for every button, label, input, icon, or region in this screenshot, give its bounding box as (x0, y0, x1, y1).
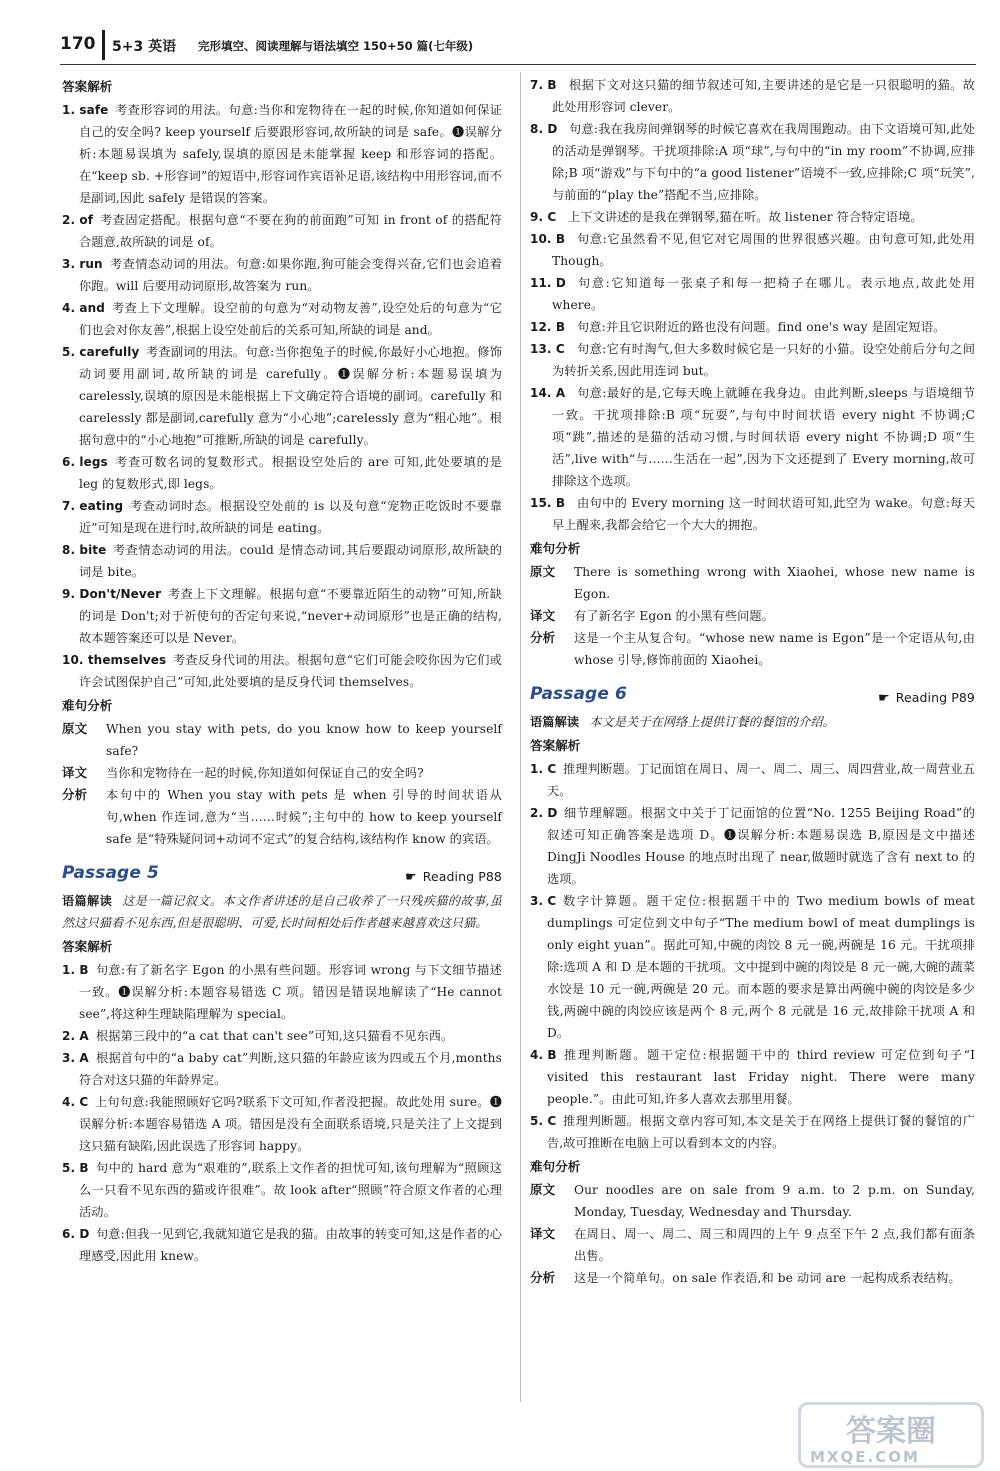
answer-number: 3. run (62, 257, 103, 271)
answer-item (62, 1025, 502, 1047)
answer-item (530, 492, 975, 536)
answer-text: 根据第三段中的“a cat that can't see”可知,这只猫看不见东西。 (96, 1029, 454, 1043)
answer-text: 考查动词时态。根据设空处前的 is 以及句意“宠物正吃饭时不要靠近”可知是现在进行时,故所缺的词是 eating。 (79, 499, 502, 535)
analysis-label: 原文 (530, 1182, 556, 1197)
answer-number: 2. of (62, 213, 94, 227)
analysis-text: There is something wrong with Xiaohei, whose new name is Egon. (574, 565, 975, 601)
answer-text: 考查可数名词的复数形式。根据设空处后的 are 可知,此处要填的是 leg 的复数形式,即 legs。 (79, 455, 502, 491)
answer-item (62, 583, 502, 649)
answer-text: 考查情态动词的用法。句意:如果你跑,狗可能会变得兴奋,它们也会追着你跑。will 后要用动词原形,故答案为 run。 (79, 257, 502, 293)
column-divider (520, 72, 521, 1402)
answer-number: 8. D (530, 122, 558, 136)
answer-item (530, 228, 975, 272)
analysis-block (62, 718, 502, 850)
answer-number: 1. C (530, 762, 557, 776)
passage-heading (530, 681, 975, 711)
reading-ref-label: Reading P88 (422, 869, 502, 884)
analysis-label: 译文 (530, 608, 556, 623)
section-heading: 答案解析 (62, 939, 113, 954)
answer-text: 推理判断题。根据文章内容可知,本文是关于在网络上提供订餐的餐馆的广告,故可推断在电脑上可以看到本文的内容。 (547, 1114, 975, 1150)
analysis-text: 有了新名字 Egon 的小黑有些问题。 (574, 609, 774, 623)
answer-number: 2. D (530, 806, 558, 820)
answer-number: 4. C (62, 1095, 89, 1109)
header-divider (102, 30, 105, 60)
answer-item (62, 1091, 502, 1157)
answer-item (62, 341, 502, 451)
analysis-row (530, 605, 975, 627)
answer-text: 细节理解题。根据文中关于丁记面馆的位置“No. 1255 Beijing Road”的叙述可知正确答案是选项 D。❶误解分析:本题易误选 B,原因是文中描述 DingJi Noodles House 的地点时出现了 near,做题时就选了含有 next to 的选项。 (547, 806, 975, 886)
answer-text: 句中的 hard 意为“艰难的”,联系上文作者的担忧可知,该句理解为“照顾这么一只看不见东西的猫或许很难”。故 look after“照顾”符合原文作者的心理活动。 (79, 1161, 502, 1219)
answer-item (62, 451, 502, 495)
answer-number: 3. A (62, 1051, 89, 1065)
answer-number: 5. B (62, 1161, 89, 1175)
analysis-row (530, 627, 975, 671)
answer-item (62, 495, 502, 539)
analysis-block (530, 1179, 975, 1289)
analysis-text: When you stay with pets, do you know how to keep yourself safe? (106, 722, 502, 758)
answer-item (62, 253, 502, 297)
answer-list (62, 959, 502, 1267)
answer-list (62, 99, 502, 693)
answer-text: 推理判断题。题干定位:根据题干中的 third review 可定位到句子“I visited this restaurant last Friday night. There were many people.”。由此可知,许多人喜欢去那里用餐。 (547, 1048, 975, 1106)
analysis-text: 在周日、周一、周二、周三和周四的上午 9 点至下午 2 点,我们都有面条出售。 (574, 1227, 975, 1263)
answer-text: 句意:但我一见到它,我就知道它是我的猫。由故事的转变可知,这是作者的心理感受,因此用 knew。 (79, 1227, 502, 1263)
answer-text: 句意:有了新名字 Egon 的小黑有些问题。形容词 wrong 与下文细节描述一致。❶误解分析:本题容易错选 C 项。错因是错误地解读了“He cannot see”,将这种生理缺陷理解为 special。 (79, 963, 502, 1021)
answer-text: 句意:它有时淘气,但大多数时候它是一只好的小猫。设空处前后分句之间为转折关系,因此用连词 but。 (552, 342, 975, 378)
answer-item (530, 758, 975, 802)
answer-item (530, 74, 975, 118)
analysis-label: 分析 (530, 1270, 556, 1285)
answer-item (530, 272, 975, 316)
answer-item (530, 1044, 975, 1110)
answer-text: 句意:并且它识附近的路也没有问题。find one's way 是固定短语。 (577, 320, 946, 334)
analysis-label: 译文 (530, 1226, 556, 1241)
answer-item (62, 539, 502, 583)
answer-item (62, 1157, 502, 1223)
answer-text: 上下文讲述的是我在弹钢琴,猫在听。故 listener 符合特定语境。 (568, 210, 923, 224)
answer-number: 13. C (530, 342, 565, 356)
passage-intro (62, 890, 502, 934)
answer-text: 句意:它虽然看不见,但它对它周围的世界很感兴趣。由句意可知,此处用 Though。 (552, 232, 975, 268)
answer-text: 考查固定搭配。根据句意“不要在狗的前面跑”可知 in front of 的搭配符合题意,故所缺的词是 of。 (79, 213, 502, 249)
page-header (0, 0, 1000, 70)
analysis-row (530, 561, 975, 605)
book-title: 完形填空、阅读理解与语法填空 150+50 篇(七年级) (198, 39, 474, 53)
answer-text: 考查反身代词的用法。根据句意“它们可能会咬你因为它们或许会试图保护自己”可知,此处要填的是反身代词 themselves。 (79, 653, 502, 689)
answer-item (530, 802, 975, 890)
analysis-label: 原文 (530, 564, 556, 579)
answer-number: 1. B (62, 963, 89, 977)
answer-number: 8. bite (62, 543, 107, 557)
passage-title: Passage 6 (530, 684, 627, 704)
brand-logo: 5+3 英语 (112, 39, 177, 55)
section-heading: 答案解析 (530, 738, 581, 753)
analysis-row (530, 1223, 975, 1267)
intro-text: 这是一篇记叙文。本文作者讲述的是自己收养了一只残疾猫的故事,虽然这只猫看不见东西,但是很聪明、可爱,长时间相处后作者越来越喜欢这只猫。 (62, 894, 502, 930)
section-heading: 难句分析 (62, 698, 113, 713)
analysis-text: Our noodles are on sale from 9 a.m. to 2 p.m. on Sunday, Monday, Tuesday, Wednesday and Thursday. (574, 1183, 975, 1219)
answer-list (530, 758, 975, 1154)
answer-item (62, 1223, 502, 1267)
answer-number: 6. legs (62, 455, 108, 469)
analysis-row (530, 1179, 975, 1223)
analysis-row (62, 718, 502, 762)
intro-text: 本文是关于在网络上提供订餐的餐馆的介绍。 (589, 715, 835, 729)
answer-item (62, 99, 502, 209)
section-heading: 难句分析 (530, 1159, 581, 1174)
answer-text: 由句中的 Every morning 这一时间状语可知,此空为 wake。句意:每天早上醒来,我都会给它一个大大的拥抱。 (552, 496, 975, 532)
answer-text: 根据下文对这只猫的细节叙述可知,主要讲述的是它是一只很聪明的猫。故此处用形容词 clever。 (552, 78, 975, 114)
answer-text: 考查情态动词的用法。could 是情态动词,其后要跟动词原形,故所缺的词是 bite。 (79, 543, 502, 579)
answer-number: 4. and (62, 301, 105, 315)
watermark-url: MXQE.COM (810, 1448, 920, 1466)
analysis-label: 译文 (62, 765, 88, 780)
analysis-text: 当你和宠物待在一起的时候,你知道如何保证自己的安全吗? (106, 766, 424, 780)
answer-text: 考查上下文理解。根据句意“不要靠近陌生的动物”可知,所缺的词是 Don't;对于祈使句的否定句来说,“never+动词原形”也是正确的结构,故本题答案还可以是 Never。 (79, 587, 502, 645)
analysis-label: 分析 (62, 787, 88, 802)
answer-number: 5. C (530, 1114, 557, 1128)
answer-number: 7. B (530, 78, 557, 92)
analysis-label: 分析 (530, 630, 556, 645)
answer-text: 考查形容词的用法。句意:当你和宠物待在一起的时候,你知道如何保证自己的安全吗? keep yourself 后要跟形容词,故所缺的词是 safe。❶误解分析:本题易误填为 safely,误填的原因是未能掌握 keep 和形容词的搭配。在“keep sb. +形容词”的短语中,形容词作宾语补足语,该结构中用形容词,而不是副词,因此 safely 是错误的答案。 (79, 103, 502, 205)
answer-number: 5. carefully (62, 345, 140, 359)
answer-item (530, 206, 975, 228)
answer-text: 句意:最好的是,它每天晚上就睡在我身边。由此判断,sleeps 与语境细节一致。干扰项排除:B 项“玩耍”,与句中时间状语 every night 不协调;C 项“跳”,描述的是猫的活动习惯,与时间状语 every night 不协调;D 项“生活”,live with“与……生活在一起”,因为下文还提到了 Every morning,故可排除这个选项。 (552, 386, 975, 488)
answer-list (530, 74, 975, 536)
section-heading: 答案解析 (62, 79, 113, 94)
answer-item (62, 297, 502, 341)
reading-ref-label: Reading P89 (895, 690, 975, 705)
answer-number: 10. themselves (62, 653, 167, 667)
answer-number: 7. eating (62, 499, 124, 513)
intro-label: 语篇解读 (62, 894, 113, 908)
page-number: 170 (60, 34, 96, 54)
answer-number: 4. B (530, 1048, 557, 1062)
answer-number: 2. A (62, 1029, 89, 1043)
answer-text: 考查副词的用法。句意:当你抱兔子的时候,你最好小心地抱。修饰动词要用副词,故所缺的词是 carefully。❶误解分析:本题易误填为 carelessly,误填的原因是未能根据上下文确定符合语境的副词。carefully 和 carelessly 都是副词,carefully 意为“小心地”;carelessly 意为“粗心地”。根据句意中的“小心地抱”可推断,所缺的词是 carefully。 (79, 345, 502, 447)
analysis-row (62, 784, 502, 850)
watermark-logo: 答案圈 (798, 1402, 984, 1468)
answer-text: 句意:它知道每一张桌子和每一把椅子在哪儿。表示地点,故此处用 where。 (552, 276, 975, 312)
analysis-block (530, 561, 975, 671)
answer-item (530, 316, 975, 338)
header-rule (60, 64, 976, 65)
answer-text: 上句句意:我能照顾好它吗?联系下文可知,作者没把握。故此处用 sure。❶误解分析:本题容易错选 A 项。错因是没有全面联系语境,只是关注了上文提到这只猫有缺陷,因此误选了形容词 happy。 (79, 1095, 502, 1153)
answer-item (530, 338, 975, 382)
answer-item (62, 209, 502, 253)
left-column (62, 74, 502, 1267)
section-heading: 难句分析 (530, 541, 581, 556)
answer-text: 句意:我在我房间弹钢琴的时候它喜欢在我周围跑动。由下文语境可知,此处的活动是弹钢琴。干扰项排除:A 项“球”,与句中的“in my room”不协调,应排除;B 项“游戏”与下句中的“a good listener”语境不一致,应排除;C 项“玩笑”,与前面的“play the”搭配不当,应排除。 (552, 122, 975, 202)
answer-number: 3. C (530, 894, 557, 908)
answer-item (530, 890, 975, 1044)
analysis-label: 原文 (62, 721, 88, 736)
answer-number: 11. D (530, 276, 566, 290)
answer-number: 9. Don't/Never (62, 587, 162, 601)
answer-item (62, 959, 502, 1025)
pointing-hand-icon: ☛ (404, 870, 417, 885)
answer-number: 6. D (62, 1227, 90, 1241)
answer-number: 9. C (530, 210, 557, 224)
reading-ref (878, 687, 975, 710)
answer-number: 15. B (530, 496, 566, 510)
reading-ref (405, 866, 502, 889)
passage-title: Passage 5 (62, 863, 159, 883)
passage-heading (62, 860, 502, 890)
analysis-text: 本句中的 When you stay with pets 是 when 引导的时间状语从句,when 作连词,意为“当……时候”;主句中的 how to keep yourself safe 是“特殊疑问词+动词不定式”的复合结构,该结构作 know 的宾语。 (106, 788, 502, 846)
answer-text: 考查上下文理解。设空前的句意为“对动物友善”,设空处后的句意为“它们也会对你友善”,根据上设空处前后的关系可知,所缺的词是 and。 (79, 301, 502, 337)
answer-number: 1. safe (62, 103, 109, 117)
answer-text: 数字计算题。题干定位:根据题干中的 Two medium bowls of meat dumplings 可定位到文中句子“The medium bowl of meat dumplings is only eight yuan”。据此可知,中碗的肉饺 8 元一碗,两碗是 16 元。干扰项排除:选项 A 和 D 是本题的干扰项。文中提到中碗的肉饺是 8 元一碗,大碗的蔬菜水饺是 10 元一碗,两碗是 20 元。而本题的要求是算出两碗中碗的肉饺是多少钱,两碗中碗的肉饺应该是两个 8 元,两个 8 元就是 16 元,故排除干扰项 A 和 D。 (547, 894, 975, 1040)
analysis-text: 这是一个主从复合句。“whose new name is Egon”是一个定语从句,由 whose 引导,修饰前面的 Xiaohei。 (574, 631, 975, 667)
intro-label: 语篇解读 (530, 715, 580, 729)
pointing-hand-icon: ☛ (877, 691, 890, 706)
answer-number: 14. A (530, 386, 566, 400)
passage-intro (530, 711, 975, 733)
answer-text: 根据首句中的“a baby cat”判断,这只猫的年龄应该为四或五个月,months 符合对这只猫的年龄界定。 (79, 1051, 502, 1087)
analysis-row (530, 1267, 975, 1289)
answer-text: 推理判断题。丁记面馆在周日、周一、周二、周三、周四营业,故一周营业五天。 (547, 762, 975, 798)
right-column (530, 74, 975, 1289)
analysis-row (62, 762, 502, 784)
analysis-text: 这是一个简单句。on sale 作表语,和 be 动词 are 一起构成系表结构。 (574, 1271, 961, 1285)
answer-item (530, 382, 975, 492)
answer-number: 10. B (530, 232, 566, 246)
answer-item (530, 1110, 975, 1154)
answer-item (62, 649, 502, 693)
answer-item (62, 1047, 502, 1091)
answer-item (530, 118, 975, 206)
answer-number: 12. B (530, 320, 566, 334)
